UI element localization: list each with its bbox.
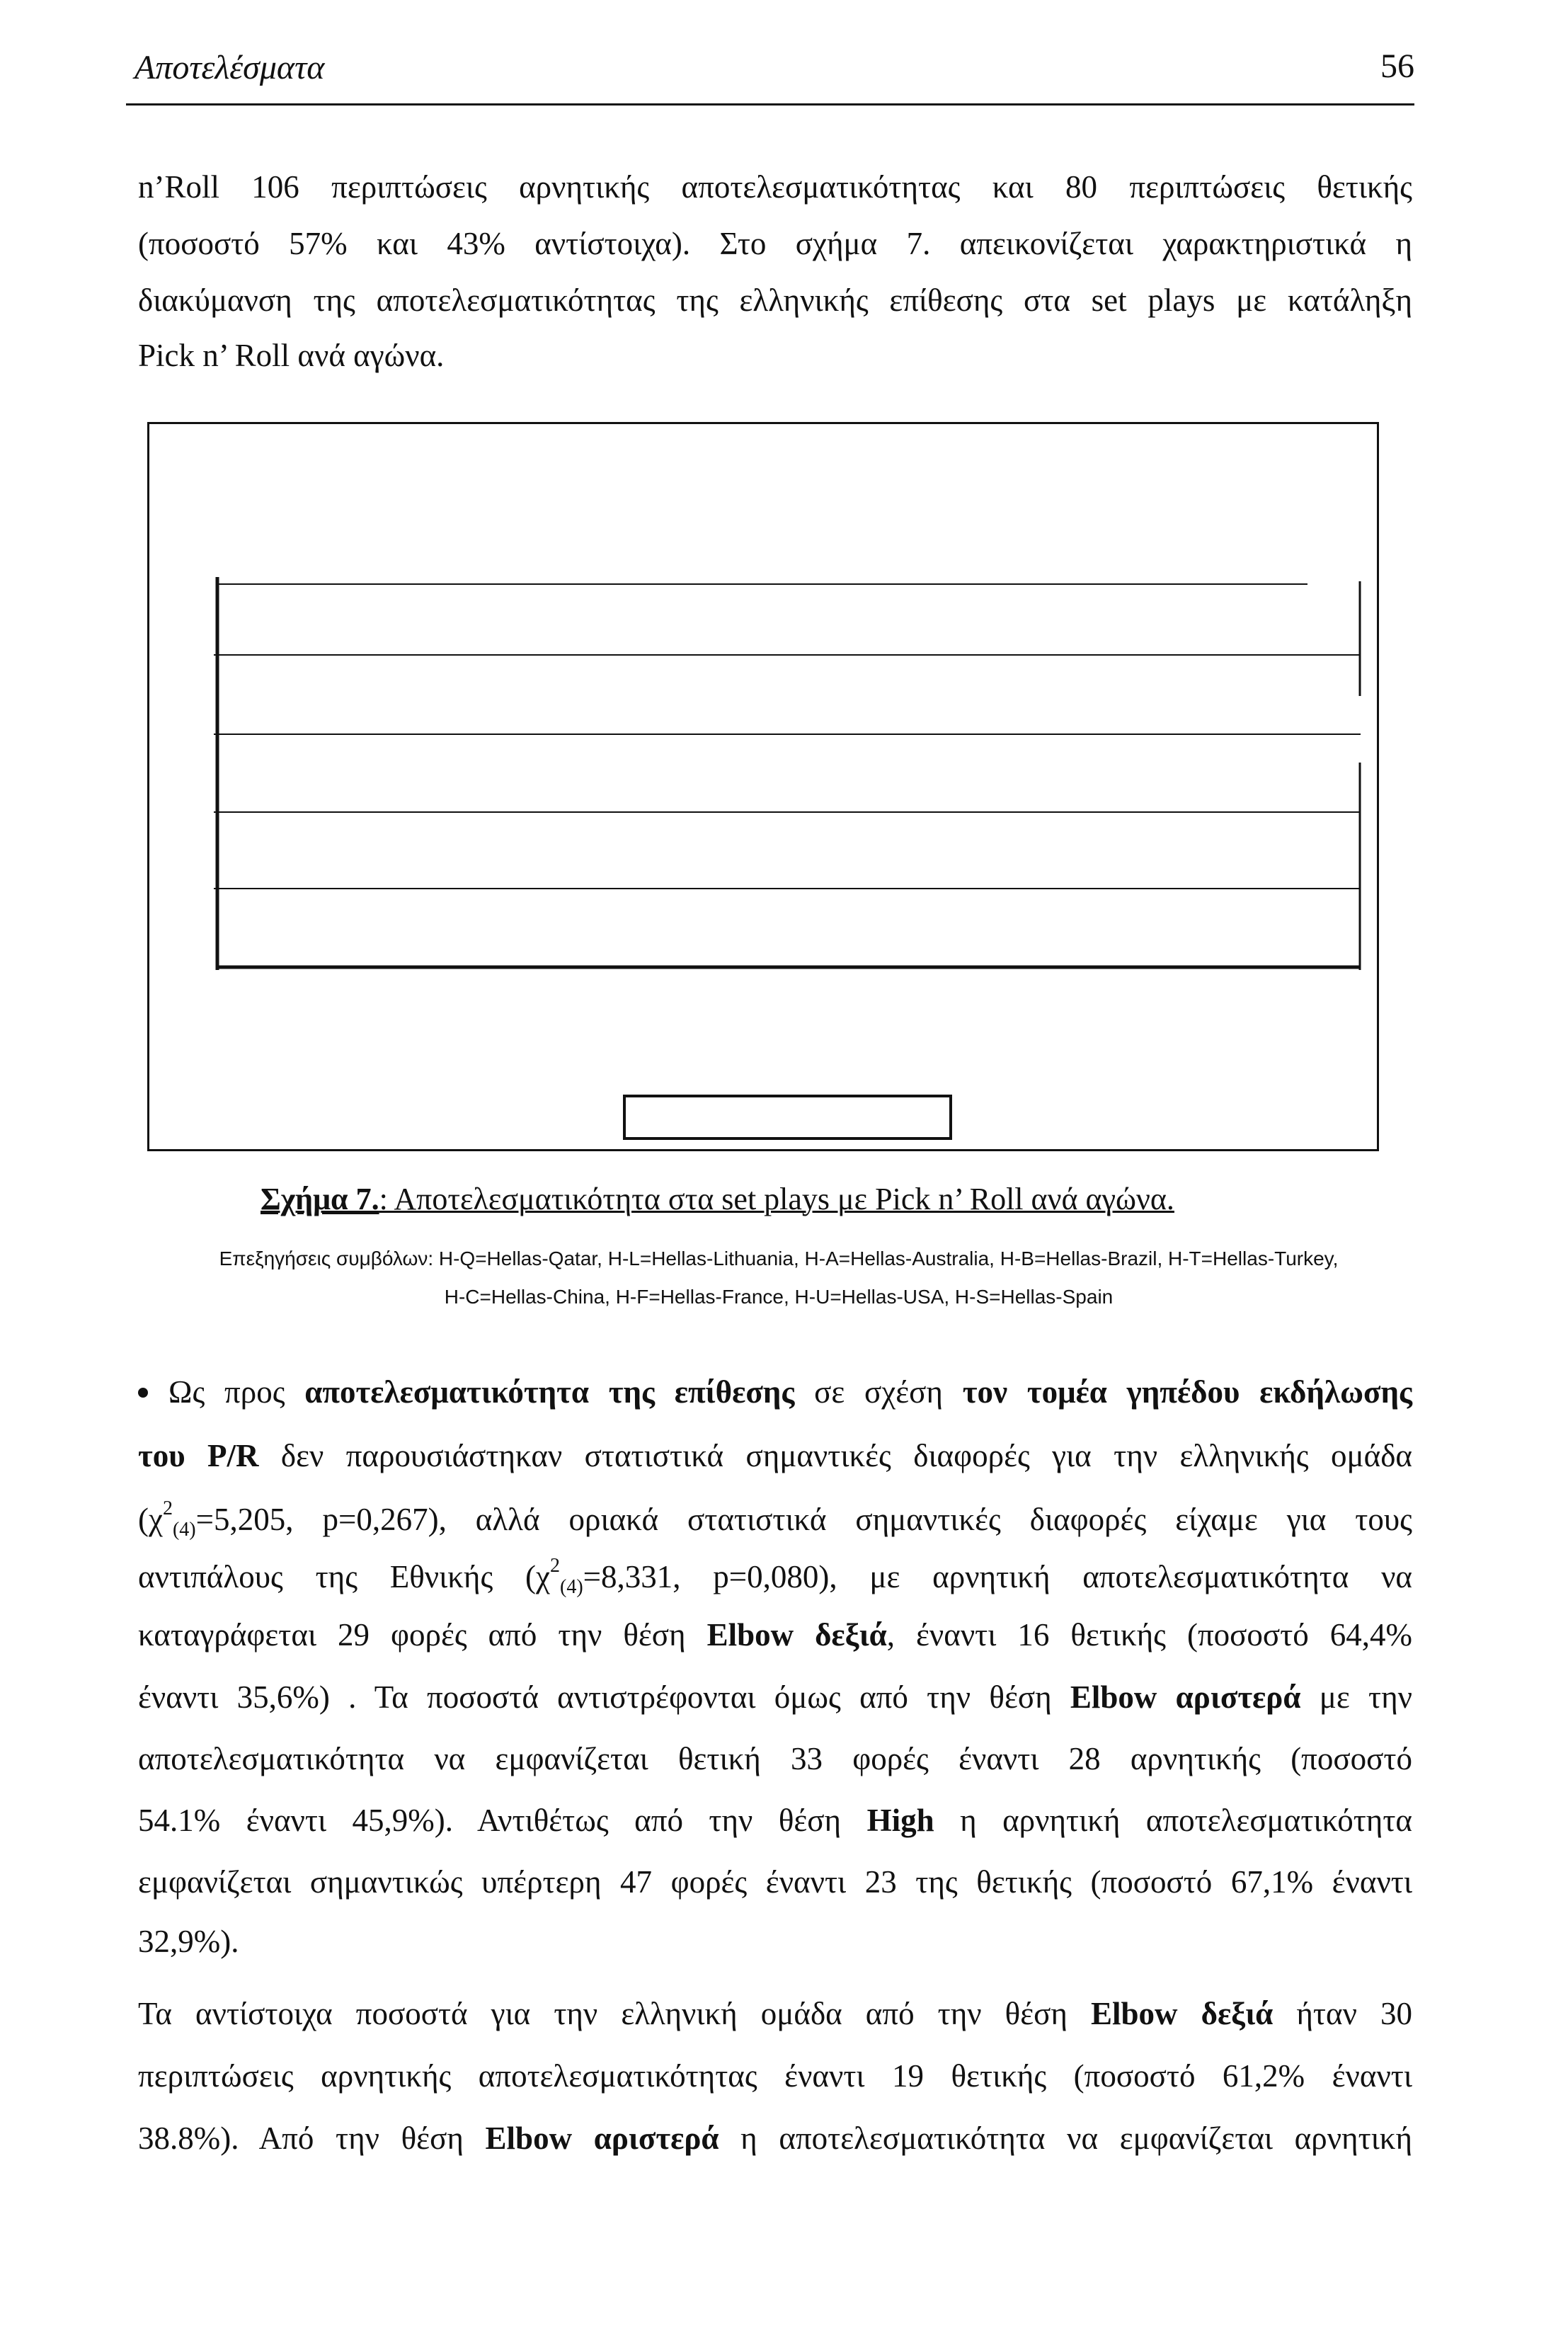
intro-line-2: (ποσοστό 57% και 43% αντίστοιχα). Στο σχήμα 7. απεικονίζεται χαρακτηριστικά η (138, 226, 1412, 261)
text-run: 54.1% έναντι 45,9%). Αντιθέτως από την θέση (138, 1803, 867, 1838)
body-p1-line-3 (138, 1497, 1412, 1541)
body-p1-line-10: 32,9%). (138, 1924, 239, 1959)
figure-note-line-1: Επεξηγήσεις συμβόλων: H-Q=Hellas-Qatar, H-L=Hellas-Lithuania, H-A=Hellas-Australia, H-B=Hellas-Brazil, H-T=Hellas-Turkey, (219, 1248, 1339, 1269)
text-run: με την (1300, 1679, 1412, 1715)
legend-box (623, 1095, 952, 1140)
bold-term: Elbow δεξιά (706, 1617, 887, 1653)
superscript: 2 (550, 1555, 560, 1577)
bold-term: Elbow αριστερά (485, 2121, 719, 2156)
body-p1-line-9: εμφανίζεται σημαντικώς υπέρτερη 47 φορές έναντι 23 της θετικής (ποσοστό 67,1% έναντι (138, 1864, 1412, 1900)
figure-caption (261, 1181, 1174, 1217)
body-p1-line-2 (138, 1437, 1412, 1474)
text-run: (χ (138, 1502, 163, 1537)
body-p1-line-7: αποτελεσματικότητα να εμφανίζεται θετική 33 φορές έναντι 28 αρνητικής (ποσοστό (138, 1741, 1412, 1776)
subscript: (4) (172, 1519, 196, 1541)
text-run: Τα αντίστοιχα ποσοστά για την ελληνική ομάδα από την θέση (138, 1996, 1091, 2031)
bold-term: αποτελεσματικότητα της επίθεσης (304, 1374, 795, 1410)
page-header (126, 42, 1414, 105)
body-p1-line-1 (168, 1374, 1412, 1410)
text-run: =8,331, p=0,080), με αρνητική αποτελεσματικότητα να (583, 1559, 1413, 1594)
bold-term: του P/R (138, 1438, 259, 1473)
text-run: αντιπάλους της Εθνικής (χ (138, 1559, 550, 1594)
text-run: καταγράφεται 29 φορές από την θέση (138, 1617, 707, 1653)
section-title: Αποτελέσματα (135, 49, 325, 86)
body-p2-line-3 (138, 2120, 1412, 2157)
text-run: =5,205, p=0,267), αλλά οριακά στατιστικά σημαντικές διαφορές είχαμε για τους (195, 1502, 1412, 1537)
figure-caption-label: Σχήμα 7. (261, 1182, 379, 1216)
text-run: η αρνητική αποτελεσματικότητα (934, 1803, 1412, 1838)
body-p2-line-1 (138, 1995, 1412, 2032)
text-run: σε σχέση (794, 1374, 963, 1410)
chart-plot-area (214, 577, 1364, 974)
intro-line-3: διακύμανση της αποτελεσματικότητας της ελληνικής επίθεσης στα set plays με κατάληξη (138, 282, 1412, 318)
body-p2-line-2: περιπτώσεις αρνητικής αποτελεσματικότητας έναντι 19 θετικής (ποσοστό 61,2% έναντι (138, 2058, 1412, 2094)
body-p1-line-8 (138, 1802, 1412, 1839)
intro-line-4: Pick n’ Roll ανά αγώνα. (138, 338, 445, 373)
text-run: δεν παρουσιάστηκαν στατιστικά σημαντικές διαφορές για την ελληνικής ομάδα (258, 1438, 1412, 1473)
bold-term: Elbow αριστερά (1070, 1679, 1301, 1715)
subscript: (4) (560, 1576, 583, 1598)
text-run: , έναντι 16 θετικής (ποσοστό 64,4% (886, 1617, 1412, 1653)
superscript: 2 (162, 1497, 173, 1519)
body-p1-line-4 (138, 1555, 1412, 1599)
figure-note-line-2: H-C=Hellas-China, H-F=Hellas-France, H-U=Hellas-USA, H-S=Hellas-Spain (444, 1286, 1114, 1308)
bold-term: High (866, 1803, 934, 1838)
bold-term: τον τομέα γηπέδου εκδήλωσης (962, 1374, 1412, 1410)
page-number: 56 (1380, 47, 1414, 85)
intro-line-1: n’Roll 106 περιπτώσεις αρνητικής αποτελεσματικότητας και 80 περιπτώσεις θετικής (138, 169, 1412, 205)
body-p1-line-5 (138, 1616, 1412, 1653)
text-run: Ως προς (168, 1374, 305, 1410)
bold-term: Elbow δεξιά (1090, 1996, 1274, 2031)
body-p1-line-6 (138, 1679, 1412, 1716)
text-run: η αποτελεσματικότητα να εμφανίζεται αρνητική (719, 2121, 1412, 2156)
figure-caption-text: : Αποτελεσματικότητα στα set plays με Pick n’ Roll ανά αγώνα. (379, 1182, 1174, 1216)
text-run: έναντι 35,6%) . Τα ποσοστά αντιστρέφονται όμως από την θέση (138, 1679, 1070, 1715)
text-run: 38.8%). Από την θέση (138, 2121, 486, 2156)
bullet-icon (138, 1388, 148, 1398)
text-run: ήταν 30 (1273, 1996, 1412, 2031)
